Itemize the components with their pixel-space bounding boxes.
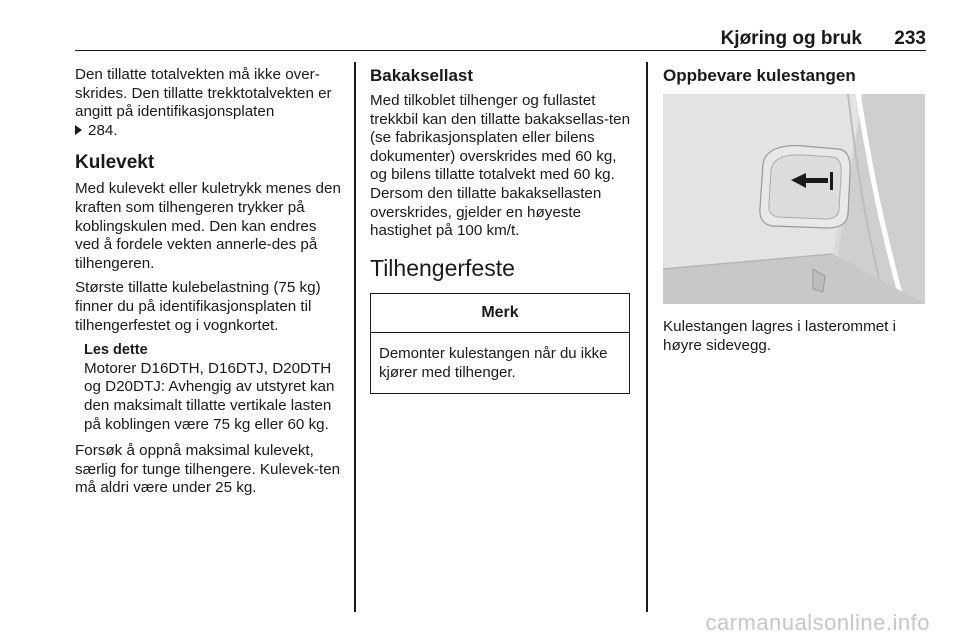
tilhengerfeste-heading: Tilhengerfeste: [370, 254, 515, 281]
kulevekt-paragraph-2: Største tillatte kulebelastning (75 kg) finner du på identifikasjonsplaten til tilhengerfestet og i vognkortet.: [75, 279, 321, 334]
cargo-wall-illustration: [663, 94, 925, 304]
caption: Kulestangen lagres i lasterommet i høyre sidevegg.: [663, 318, 896, 354]
oppbevare-heading: Oppbevare kulestangen: [663, 66, 856, 85]
column-2: [370, 66, 635, 394]
kulevekt-paragraph-3: Forsøk å oppnå maksimal kulevekt, særlig for tunge tilhengere. Kulevek-ten må aldri være under 25 kg.: [75, 442, 341, 497]
page-number: 233: [894, 28, 926, 49]
merk-box: [370, 293, 630, 394]
bakaksellast-paragraph: Med tilkoblet tilhenger og fullastet trekkbil kan den tillatte bakaksellas-ten (se fabrikasjonsplaten eller bilens dokumenter) overskrides med 60 kg, og bilens tillatte totalvekt med 60 kg. Dersom den tillatte bakaksellasten overskrides, gjelder en høyeste hastighet på 100 km/t.: [370, 92, 631, 240]
note-block: [84, 341, 345, 434]
note-title: Les dette: [84, 342, 148, 359]
merk-text: Demonter kulestangen når du ikke kjører med tilhenger.: [379, 345, 608, 381]
kulevekt-heading: Kulevekt: [75, 152, 155, 174]
column-divider: [354, 62, 356, 612]
page-reference[interactable]: 284.: [88, 121, 118, 139]
kulevekt-paragraph-1: Med kulevekt eller kuletrykk menes den kraften som tilhengeren trykker på koblingskulen med. Den kan endres ved å fordele vekten annerle-des på tilhengeren.: [75, 180, 341, 272]
page-header: [75, 28, 926, 51]
arrow-ref-icon: [75, 125, 82, 135]
column-3: [663, 66, 925, 361]
bakaksellast-heading: Bakaksellast: [370, 66, 474, 85]
intro-paragraph: Den tillatte totalvekten må ikke over-skrides. Den tillatte trekktotalvekten er angitt på identifikasjonsplaten 284.: [75, 66, 332, 139]
watermark: carmanualsonline.info: [705, 610, 930, 635]
column-divider: [646, 62, 648, 612]
column-1: [75, 66, 345, 504]
note-text: Motorer D16DTH, D16DTJ, D20DTH og D20DTJ: Avhengig av utstyret kan den maksimalt tillatte vertikale lasten på koblingen være 75 kg eller 60 kg.: [84, 359, 335, 433]
header-title: Kjøring og bruk: [720, 28, 862, 49]
merk-title: Merk: [371, 294, 629, 334]
